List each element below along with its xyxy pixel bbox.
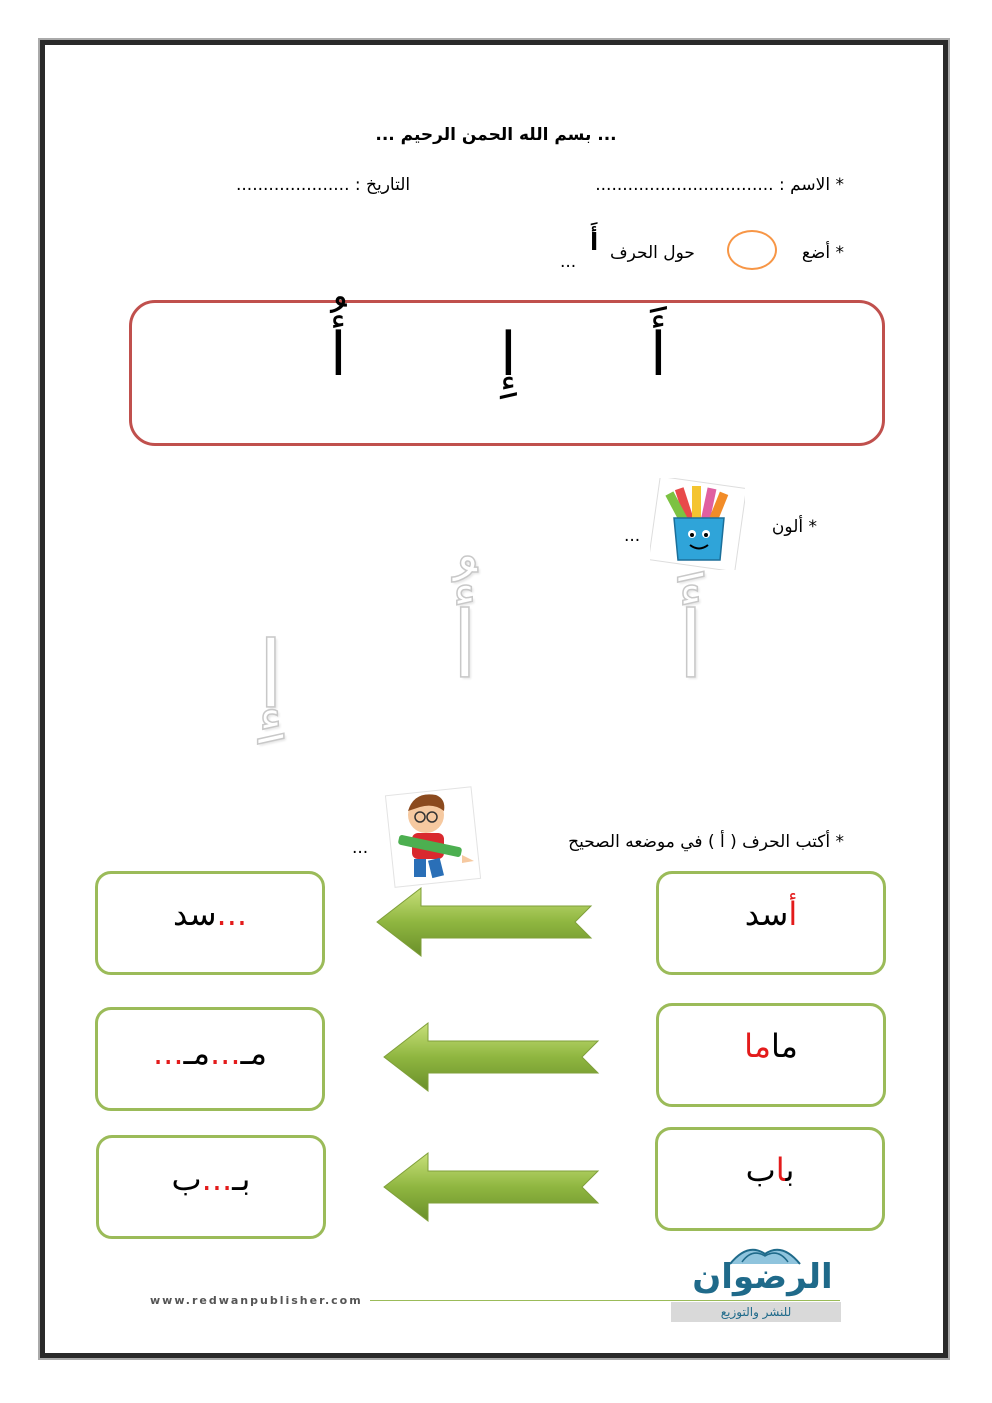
blank-dots: ... <box>216 895 248 933</box>
word-rest: سد <box>744 895 789 933</box>
blank-part: مـ <box>183 1034 210 1072</box>
blank-dots: ... <box>152 1034 184 1072</box>
exercise2-dots: ... <box>624 526 641 546</box>
name-field[interactable]: * الاسم : ................................. <box>595 175 844 195</box>
crayons-cup-icon <box>650 478 745 570</box>
left-arrow-icon <box>375 882 595 962</box>
blank-part: مـ <box>240 1034 268 1072</box>
choice-letter-damma[interactable]: أُ <box>330 320 347 390</box>
exercise3-instruction: * أكتب الحرف ( أ ) في موضعه الصحيح <box>568 832 844 852</box>
word-letter-alif: ا <box>775 1151 786 1189</box>
publisher-subtitle: للنشر والتوزيع <box>671 1302 841 1322</box>
bismillah-heading: ... بسم الله الحمن الرحيم ... <box>375 125 617 145</box>
word-letter-alif: أ <box>788 895 798 933</box>
blank-box-mama[interactable] <box>95 1007 325 1111</box>
circle-icon <box>727 230 777 270</box>
outline-letter-fatha[interactable]: أَ <box>678 592 704 699</box>
outline-letter-kasra[interactable]: إِ <box>258 622 284 729</box>
blank-box-bab[interactable] <box>96 1135 326 1239</box>
blank-dots: ... <box>201 1160 233 1198</box>
target-letter: أَ <box>590 228 599 256</box>
boy-with-pencil-icon <box>384 785 484 890</box>
outline-letter-damma[interactable]: أُ <box>452 592 478 699</box>
word-box-asad <box>656 871 886 975</box>
choice-letter-kasra[interactable]: إِ <box>500 320 517 390</box>
exercise2-instruction: * ألون <box>771 517 817 537</box>
blank-start: بـ <box>232 1160 251 1198</box>
date-field[interactable]: التاريخ : ..................... <box>236 175 411 195</box>
left-arrow-icon <box>382 1147 602 1227</box>
publisher-url[interactable]: www.redwanpublisher.com <box>150 1294 363 1307</box>
blank-end: ب <box>171 1160 202 1198</box>
publisher-logo-text: الرضوان <box>692 1257 833 1297</box>
exercise1-instruction-suffix: حول الحرف <box>610 243 695 263</box>
choice-letter-fatha[interactable]: أَ <box>650 320 667 390</box>
exercise1-dots: ... <box>560 252 577 272</box>
footer-divider <box>370 1300 840 1301</box>
left-arrow-icon <box>382 1017 602 1097</box>
blank-rest: سد <box>172 895 217 933</box>
blank-dots: ... <box>210 1034 241 1072</box>
word-end: ب <box>745 1151 776 1189</box>
exercise3-dots: ... <box>352 838 369 858</box>
exercise1-instruction-prefix: * أضع <box>801 243 844 263</box>
blank-box-asad[interactable] <box>95 871 325 975</box>
word-box-mama <box>656 1003 886 1107</box>
word-box-bab <box>655 1127 885 1231</box>
word-start: ما <box>771 1027 798 1065</box>
word-start: ب <box>785 1151 795 1189</box>
word-letter-alif: ما <box>744 1027 771 1065</box>
